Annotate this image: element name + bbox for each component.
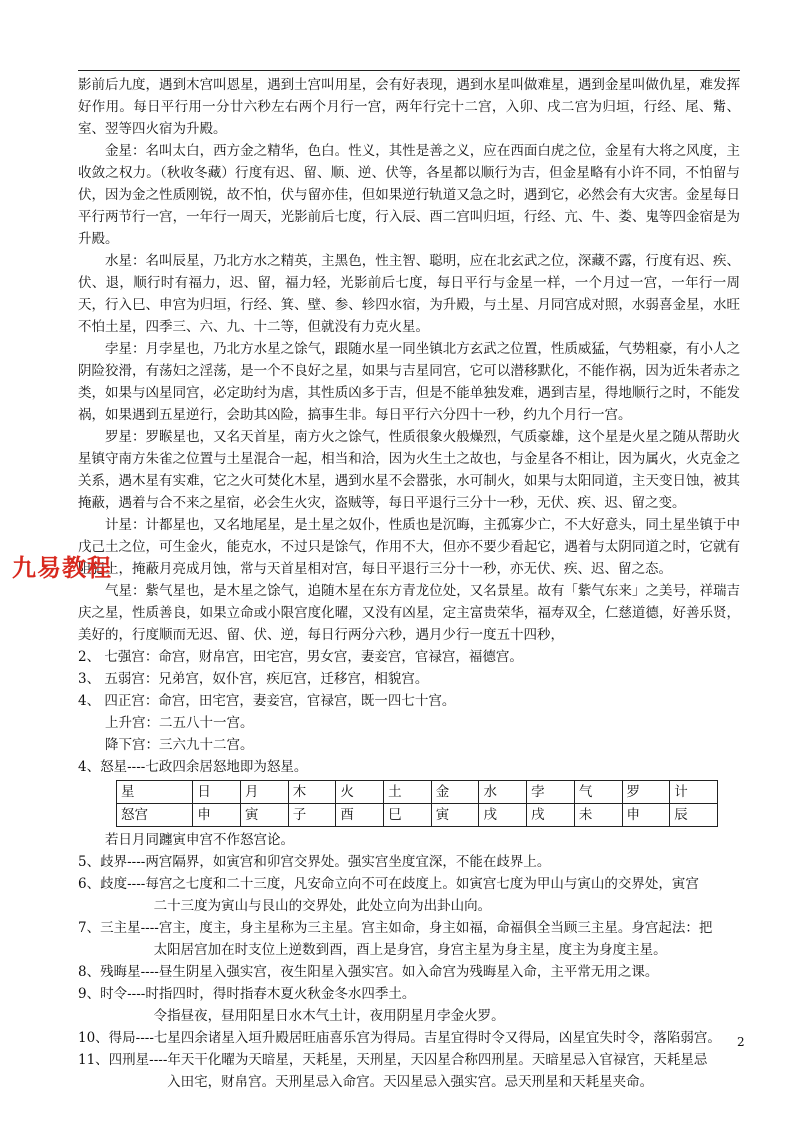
table-cell: 土 xyxy=(384,781,432,804)
item-shi-ling-continued: 令指昼夜，昼用阳星日水木气土计，夜用阴星月孛金火罗。 xyxy=(153,1008,505,1024)
item-de-ju: 10、得局----七星四余诸星入垣升殿居旺庙喜乐宫为得局。吉星宜得时令又得局，凶星宜失时令，落陷弱宫。 xyxy=(78,1030,721,1046)
table-cell: 计 xyxy=(670,781,718,804)
item-rising-palaces: 上升宫：二五八十一宫。 xyxy=(105,715,254,731)
table-cell: 火 xyxy=(336,781,384,804)
table-cell: 戌 xyxy=(479,804,527,827)
table-cell: 子 xyxy=(288,804,336,827)
table-cell: 戌 xyxy=(527,804,575,827)
item-three-lords: 7、三主星----宫主，度主，身主星称为三主星。宫主如命，身主如福，命福俱全当顾三主星。身宫起法：把 xyxy=(78,920,713,936)
table-cell: 申 xyxy=(193,804,241,827)
item-seven-strong-palaces: 2、 七强宫：命宫，财帛宫，田宅宫，男女宫，妻妾宫，官禄宫，福德宫。 xyxy=(78,649,523,665)
item-anger-star: 4、怒星----七政四余居怒地即为怒星。 xyxy=(78,759,308,775)
item-falling-palaces: 降下宫：三六九十二宫。 xyxy=(105,737,254,753)
table-cell: 酉 xyxy=(336,804,384,827)
paragraph-bei-star: 孛星：月孛星也，乃北方水星之馀气，跟随水星一同坐镇北方玄武之位置，性质威猛，气势粗豪，有小人之阴险狡滑，有荡妇之淫荡，是一个不良好之星，如果与吉星同宫，它可以潜移默化，不能作祸，因为近朱者赤之类，如果与凶星同宫，必定助纣为虐，其性质凶多于吉，但是不能单独发难，遇到吉星，得地顺行之时，不能发祸，如果遇到五星逆行，会助其凶险，搞事生非。每日平行六分四十一秒，约九个月行一宫。 xyxy=(78,341,740,423)
item-four-punishment-stars: 11、四刑星----年天干化曜为天暗星，天耗星，天刑星，天囚星合称四刑星。天暗星忌入官禄宫，天耗星忌 xyxy=(78,1052,708,1068)
paragraph-venus: 金星：名叫太白，西方金之精华，色白。性义，其性是善之义，应在西面白虎之位，金星有大将之风度，主收敛之权力。（秋收冬藏）行度有迟、留、顺、逆、伏等，各星都以顺行为吉，但金星略有小许不同，不怕留与伏，因为金之性质刚锐，故不怕，伏与留亦佳，但如果逆行轨道又急之时，遇到它，必然会有大灾害。金星每日平行两节行一宫，一年行一周天，光影前后七度，行入辰、酉二宫叫归垣，行经、亢、牛、娄、鬼等四金宿是为升殿。 xyxy=(78,143,740,247)
table-cell: 金 xyxy=(431,781,479,804)
paragraph-luo-star: 罗星：罗睺星也，又名天首星，南方火之馀气，性质很象火般燥烈，气质豪雄，这个星是火星之随从帮助火星镇守南方朱雀之位置与土星混合一起，相当和洽，因为火生土之故也，与金星各不相让，因为属火，火克金之关系，遇木星有实难，它之火可焚化木星，遇到水星不会嚣张，水可制火，如果与太阳同道，主天变日蚀，被其掩蔽，遇着与合不来之星宿，必会生火灾，盗贼等，每日平退行三分十一秒，无伏、疾、迟、留之变。 xyxy=(78,429,740,511)
table-row xyxy=(117,781,718,804)
table-cell: 罗 xyxy=(622,781,670,804)
table-cell: 日 xyxy=(193,781,241,804)
paragraph-mars-tail: 影前后九度，遇到木宫叫恩星，遇到土宫叫用星，会有好表现，遇到水星叫做难星，遇到金星叫做仇星，难发挥好作用。每日平行用一分廿六秒左右两个月行一宫，两年行完十二宫，入卯、戌二宫为归垣，行经、尾、觜、室、翌等四火宿为升殿。 xyxy=(78,77,740,137)
table-cell: 木 xyxy=(288,781,336,804)
table-cell: 申 xyxy=(622,804,670,827)
table-note: 若日月同躔寅申宫不作怒宫论。 xyxy=(105,832,294,848)
item-shi-ling: 9、时令----时指四时，得时指春木夏火秋金冬水四季土。 xyxy=(78,986,416,1002)
item-four-main-palaces: 4、 四正宫：命宫，田宅宫，妻妾宫，官禄宫，既一四七十宫。 xyxy=(78,693,456,709)
table-cell: 星 xyxy=(117,781,193,804)
document-body xyxy=(78,74,740,1093)
paragraph-mercury: 水星：名叫辰星，乃北方水之精英，主黑色，性主智、聪明，应在北玄武之位，深藏不露，行度有迟、疾、伏、退，顺行时有福力，迟、留，福力轻，光影前后七度，每日平行与金星一样，一个月过一宫，一年行一周天，行入巳、申宫为归垣，行经、箕、壁、参、轸四水宿，为升殿，与土星、月同宫成对照，水弱喜金星，水旺不怕土星，四季三、六、九、十二等，但就没有力克火星。 xyxy=(78,253,740,335)
watermark-logo: 九易教程 xyxy=(12,554,112,582)
header-rule xyxy=(78,70,740,71)
table-cell: 未 xyxy=(574,804,622,827)
table-row xyxy=(117,804,718,827)
table-cell: 怒宫 xyxy=(117,804,193,827)
item-qi-jie: 5、歧界----两宫隔界，如寅宫和卯宫交界处。强实宫坐度宜深，不能在歧界上。 xyxy=(78,854,551,870)
page-number: 2 xyxy=(737,1035,745,1049)
item-qi-du: 6、歧度----每宫之七度和二十三度，凡安命立向不可在歧度上。如寅宫七度为甲山与寅山的交界处，寅宫 xyxy=(78,876,699,892)
anger-star-table xyxy=(116,780,718,827)
item-qi-du-continued: 二十三度为寅山与艮山的交界处，此处立向为出卦山向。 xyxy=(153,898,492,914)
table-cell: 孛 xyxy=(527,781,575,804)
paragraph-qi-star: 气星：紫气星也，是木星之馀气，追随木星在东方青龙位处，又名景星。故有「紫气东来」之美号，祥瑞吉庆之星，性质善良，如果立命或小限宫度化曜，又没有凶星，定主富贵荣华，福寿双全，仁慈道德，好善乐贤，美好的，行度顺而无迟、留、伏、逆，每日行两分六秒，遇月少行一度五十四秒， xyxy=(78,583,740,643)
table-cell: 辰 xyxy=(670,804,718,827)
table-cell: 寅 xyxy=(431,804,479,827)
table-cell: 巳 xyxy=(384,804,432,827)
item-five-weak-palaces: 3、 五弱宫：兄弟宫，奴仆宫，疾厄宫，迁移宫，相貌宫。 xyxy=(78,671,429,687)
item-three-lords-continued: 太阳居宫加在时支位上逆数到酉，酉上是身宫，身宫主星为身主星，度主为身度主星。 xyxy=(153,942,667,958)
item-four-punishment-continued: 入田宅，财帛宫。天刑星忌入命宫。天囚星忌入强实宫。忌天刑星和天耗星夹命。 xyxy=(167,1074,654,1090)
item-can-hui-star: 8、残晦星----昼生阴星入强实宫，夜生阳星入强实宫。如入命宫为残晦星入命，主平常无用之课。 xyxy=(78,964,659,980)
table-cell: 气 xyxy=(574,781,622,804)
table-cell: 寅 xyxy=(241,804,289,827)
paragraph-ji-star: 计星：计都星也，又名地尾星，是土星之奴仆，性质也是沉晦，主孤寡少亡，不大好意头，同土星坐镇于中戊己土之位，可生金火，能克水，不过只是馀气，作用不大，但亦不要少看起它，遇着与太阴同道之时，它就有阻犯上，掩蔽月亮成月蚀，常与天首星相对宫，每日平退行三分十一秒，亦无伏、疾、迟、留之态。 xyxy=(78,517,740,577)
table-cell: 月 xyxy=(241,781,289,804)
table-cell: 水 xyxy=(479,781,527,804)
